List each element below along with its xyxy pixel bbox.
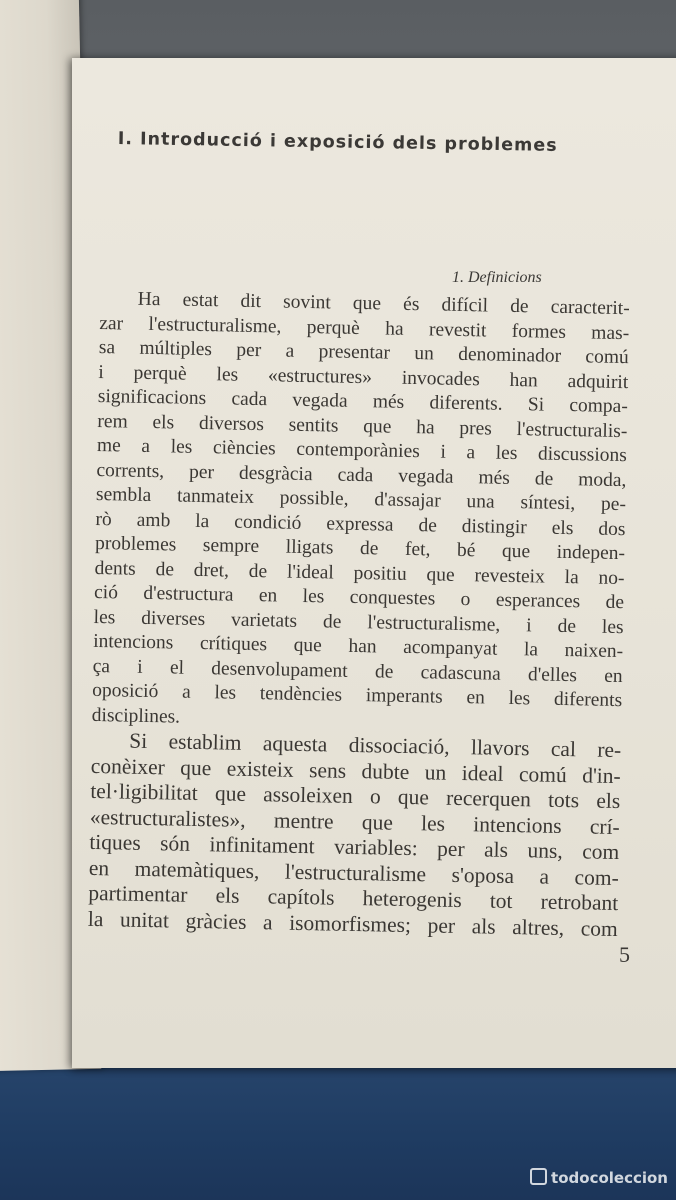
text-line: dents de dret, de l'ideal positiu que revesteix la no- [94,557,625,589]
text-line: en matemàtiques, l'estructuralisme s'oposa a com- [88,855,619,890]
text-line: la unitat gràcies a isomorfismes; per als altres, com [87,906,619,941]
text-line: corrents, per desgràcia cada vegada més de moda, [96,459,627,491]
text-line: partimentar els capítols heterogenis tot retrobant [88,880,619,916]
text-line: ça i el desenvolupament de cadascuna d'elles en [92,655,623,687]
text-line: significacions cada vegada més diferents. Si compa- [97,385,629,418]
text-line: intencions crítiques que han acompanyat la naixen- [92,630,624,663]
chapter-title: I. Introducció i exposició dels problemes [117,129,558,156]
text-line: disciplines. [91,704,181,728]
text-line: rem els diversos sentits que ha pres l'estructuralis- [97,410,628,442]
text-line: rò amb la condició expressa de distingir els dos [95,508,626,540]
text-line: tel·ligibilitat que assoleixen o que recerquen tots els [90,778,621,814]
text-line: tiques són infinitament variables: per als uns, com [89,829,620,865]
watermark [478,1168,668,1187]
text-line: Si establim aquesta dissociació, llavors cal re- [129,728,622,763]
paragraph-2 [88,728,622,942]
text-line: problemes sempre lligats de fet, bé que indepen- [94,532,626,565]
text-line: sembla tanmateix possible, d'assajar una síntesi, pe- [95,483,627,516]
text-line: oposició a les tendències imperants en les diferents [92,679,623,712]
watermark-logo-icon [530,1168,547,1185]
text-line: sa múltiples per a presentar un denominador comú [98,336,629,369]
watermark-text: todocoleccion [551,1169,668,1187]
text-line: Ha estat dit sovint que és difícil de caracterit- [137,288,630,320]
text-line: ció d'estructura en les conquestes o esperances de [93,581,625,614]
text-line: me a les ciències contemporànies i a les discussions [96,434,628,467]
paragraph-1 [92,287,630,738]
page-number: 5 [619,942,630,967]
section-title: 1. Definicions [452,269,542,286]
text-line: conèixer que existeix sens dubte un ideal comú d'in- [90,753,621,788]
text-line: «estructuralistes», mentre que les intencions crí- [89,804,620,839]
body-text [88,287,630,942]
text-line: i perquè les «estructures» invocades han adquirit [98,361,629,393]
text-line: les diverses varietats de l'estructuralisme, i de les [93,606,624,638]
text-line: zar l'estructuralisme, perquè ha revestit formes mas- [99,312,630,344]
